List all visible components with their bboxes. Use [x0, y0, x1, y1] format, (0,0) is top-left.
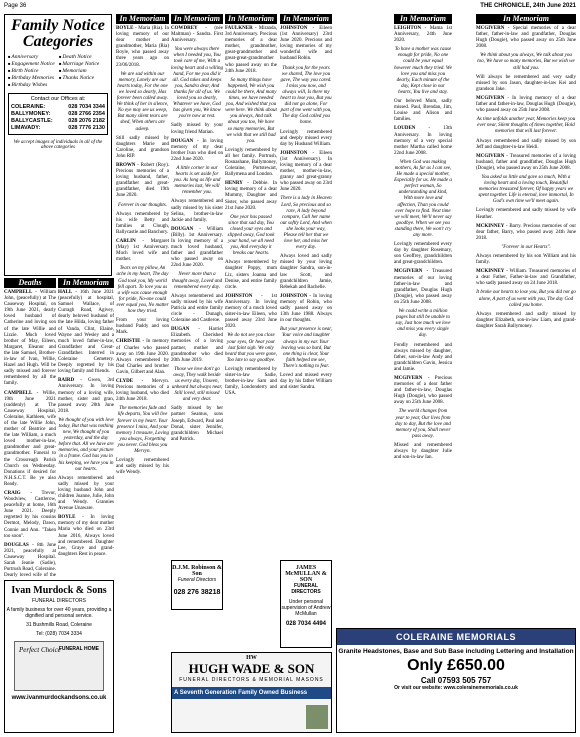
notice-entry [476, 75, 576, 93]
notice-verse: We think about you always, We talk about you too, We have so many memories, But we wish we still had you. [477, 53, 575, 71]
notice-text: Our beloved Mum, sadly missed. Paul, Brendan, Jim, Louise and Alison and families. [394, 99, 452, 123]
notice-entry [394, 269, 452, 306]
notice-name: FAULKNER [225, 26, 253, 31]
ad-band: A Seventh Generation Family Owned Business [172, 687, 331, 699]
memoriam-heading: In Memoriam [394, 14, 452, 24]
category-item: ■ Birthday Memories [8, 75, 57, 81]
notice-verse: Forever in our thoughts. [118, 202, 167, 208]
notice-entry [116, 318, 169, 336]
notice-name: COWDREY [171, 26, 198, 31]
notice-entry [225, 260, 277, 290]
notice-entry [171, 199, 223, 223]
notice-name: LEIGHTON [394, 26, 422, 31]
notice-text: Will always be remembered and very sadly missed by son Jason, daughter-in-law Kei and grandson Jake. [476, 74, 576, 92]
notice-text: - Trevor, Woodview, Castlerow, peacefully at home, 16th June 2021. Deeply regretted by his cousins Dermot, Melody, Dawn, Connie and Ann. "Taken too soon". [4, 491, 56, 539]
notice-entry [476, 26, 576, 50]
murdock-funeral-ad[interactable] [4, 580, 114, 733]
memoriam-heading: In Memoriam [476, 14, 576, 24]
notice-text: - Miranda, 3rd Anniversary. Precious memories of a dear mother, grandmother, great-grandmother and great-great-grandmother who passed away on the 24th June 2018. [225, 26, 277, 74]
notice-text: Always remembered and sadly missed by your loving husband John and children Joanne, Julie, John and Wendy. Grannies Avenue Unaware. [58, 475, 114, 512]
page-header [4, 3, 576, 13]
notice-text: Missed and remembered always by daughter Julie and son-in-law Ian. [394, 442, 452, 461]
notice-text: - In loving memory of my dear mother Maria who died on 23rd June 2016, Always loved and remembered. Daughter Lee, Graye and grand-daughters Rest in peace. [58, 515, 114, 557]
acceptance-note: We accept images of individuals in all of the above categories [13, 140, 103, 150]
notice-entry [225, 294, 277, 331]
notice-verse: To have a mother was cause enough for pride, No one could be your equal however much they tried. We love you and miss you dearly, Each minute of the day, Kept close in our hearts, You live and stay. [394, 47, 452, 95]
ad-title: JAMES McMULLAN & SON [285, 565, 327, 583]
notice-text: - In loving memory of my dear brother Ivan who died on 22nd June 2020. [171, 138, 223, 162]
notice-text: - William John, (peacefully) at The Causeway Hospital, on 19th June 2021, dearly loved husband of Catherine and loving son of the late Willie and Lizzie. Much loved brother of May, Eileen, Margaret, Eleanor and the late Samuel, Brother-in-law of Ivan, Willie, Hazel and Hugh. Will be sadly missed and forever remembered by all the family. [4, 290, 56, 387]
phone-row: COLERAINE: 028 7034 3344 [11, 104, 105, 110]
notice-column-8 [476, 14, 576, 634]
notice-entry [225, 367, 277, 397]
notice-name: CARLIN [116, 239, 136, 244]
notice-name: CAMPBELL [4, 290, 33, 295]
notice-text: - Debbie. In loving memory of a dear Mummy, Daughter and Sister, who passed away 21st June 2020. [225, 181, 277, 211]
notice-text: Lovingly remembered and sadly missed by his wife Wendy. [116, 458, 169, 476]
notice-name: HALL [58, 290, 73, 295]
notice-text: Always remembered and sadly missed by daughter Elizabeth, son-in-law Liam, and grand-daughter Sarah Ballymoney. [476, 311, 576, 329]
memoriam-heading: In Memoriam [58, 278, 114, 288]
notice-text: - In memory of Charles who passed away on 19th June 2020. Always remembered by Dad Charles and brother Gavin, Gilbert and Alan. [116, 339, 169, 375]
ad-price: Only £650.00 [407, 657, 505, 674]
notice-entry [476, 117, 576, 135]
notice-text: - Treasured memories of our loving father-in-law and grandfather, Douglas Hugh (Dougie), who passed away on 25th June 2008. [394, 269, 452, 305]
mcmullan-funeral-ad[interactable] [280, 560, 332, 648]
notice-entry [476, 154, 576, 172]
notice-entry [476, 290, 576, 308]
notice-entry [116, 26, 169, 69]
notice-name: LOUDEN [394, 126, 416, 132]
notice-text: - Mervyn. Precious memories of a loving husband, who died 24th June 2018. [116, 378, 169, 403]
notice-text: Always remembered and sadly missed by his wife Patricia and entire family circle - Dunagh, Coleraine and Castleroe. [171, 293, 223, 324]
notice-verse: Thank you for the years we shared, The love you gave, The way you cared. I miss you now, and always will, Is there my heart to lose you, But you did not go alone, For part of me went with you, The day God called you home. [280, 65, 332, 126]
notice-entry [280, 196, 332, 251]
ad-title: HUGH WADE & SON [188, 661, 315, 676]
notice-text: - In loving memory of Robin, who sadly passed away on 13th June 1988. Always in our thoughts. [280, 293, 332, 324]
notice-verse: You were always there when I needed you, You took care of me, With a loving heart and a willing hand, For me you did it all. God takes and keeps you, Sandra dear, And thanks for all of us. We loved you so dearly, Whatever we have, God has given you, We know you're now at rest. [171, 47, 223, 120]
notice-entry [476, 175, 576, 205]
robinson-funeral-ad[interactable] [171, 560, 223, 610]
family-notices-box [4, 14, 112, 276]
notice-entry [394, 409, 452, 439]
notice-name: HENRY [225, 181, 243, 187]
notice-text: Fondly remembered and always missed by daughter, father, son-in-law Andy and grandchildren Gavin, Jessica and Jamie. [394, 342, 452, 372]
ad-telephone[interactable]: Call 07593 505 757 [420, 676, 492, 685]
notice-entry [171, 47, 223, 120]
notice-text: Lovingly remembered and sadly missed by wife Heather. [476, 208, 576, 220]
contact-box [8, 93, 108, 135]
ad-subtitle: FUNERAL DIRECTORS & MEMORIAL MASONS [179, 677, 324, 683]
notice-verse: Those we love don't go away, They walk beside us every day, Unseen, unheard but always near, Still loved, still missed and very dear. [171, 366, 223, 403]
notice-name: JOHNSTON [280, 26, 308, 31]
notice-name: CLYDE [116, 378, 134, 384]
notice-entry [58, 418, 114, 473]
notice-text: Sadly missed by your loving friend Marian. [171, 123, 223, 135]
notice-entry [171, 123, 223, 135]
ad-address: 31 Bushmills Road, Coleraine [26, 622, 92, 628]
notice-text: Always loved and sadly missed by your loving daughter Sandra, son-in-law Scott, and grandchildren Jamie, Rebekah and Rachelle. [280, 254, 332, 290]
notice-entry [171, 367, 223, 404]
notice-name: MCGIVERN [394, 375, 423, 381]
ad-title: D.J.M. Robinson & Son [172, 565, 222, 577]
notice-verse: The world changes from year to year, Our lives from day to day, But the love and memory of you, Shall never pass away. [395, 409, 451, 439]
notice-column-3 [116, 14, 169, 733]
notice-text: - Precious memories of a dear father and father-in-law, Douglas Hugh (Dougie), who passed away on 25th June 2008. [394, 375, 452, 406]
funeral-home-label: FUNERAL HOME [58, 646, 99, 652]
notice-name: DOUGAN [171, 138, 194, 144]
notice-text: - 8th June 2021, peacefully at Causeway Hospital. Sarah Jeanie (Sadie), Portrush Road, Coleraine. Dearly loved wife of the [4, 542, 56, 578]
notice-text: Lovingly remembered by all her family. Portrush, Rosnashane, Ballymoney, Coleraine, Portstewart, Ballymena and London. [225, 147, 277, 178]
notice-entry [171, 272, 223, 290]
notice-entry [280, 294, 332, 324]
notice-text: Lovingly remembered and deeply missed every day by Husband William. [280, 129, 332, 147]
notice-text: - In loving memory of a dear father and father-in-law, Douglas Hugh (Dougie), who passed away on 25th June 2008. [476, 95, 576, 114]
hugh-wade-ad[interactable] [171, 652, 332, 733]
notice-name: BOYLE [58, 515, 76, 521]
notice-text: - Barry. Precious memories of our dear father, Barry, who passed away 24th June 2018. [476, 223, 576, 241]
category-item: ■ Birthday Wishes [8, 82, 57, 88]
notice-entry [58, 515, 114, 558]
category-item: ■ Thanks Notice [59, 75, 108, 81]
notice-entry [225, 78, 277, 145]
notice-entry [116, 239, 169, 263]
notice-entry [476, 254, 576, 266]
hw-logo: HW [246, 655, 257, 661]
notice-name: MCGIVERN [476, 95, 505, 101]
phone-row: BALLYMONEY: 028 2766 2354 [11, 111, 105, 117]
notice-entry [476, 245, 576, 251]
notice-text: - (née Maltman) - Sandra. First Anniversary. [171, 26, 223, 44]
notice-name: DUGAN [171, 327, 190, 333]
notice-name: MCGIVERN [476, 153, 505, 159]
category-item: ■ Death Notice [59, 54, 108, 60]
notice-entry [116, 136, 169, 160]
notice-verse: We are sad within our memory, Lonely are our hearts today, For the one we loved so dearly, Has forever been called away. We think of her in silence, No eye may see us weep, But many silent tears are shed, When others are asleep. [116, 71, 169, 132]
notice-entry [171, 26, 223, 44]
page-number: Page 36 [4, 3, 27, 9]
notice-text: - William. Treasured memories of a dear Father, Father-in-law and Grandfather, who sadly passed away on 24 June 2018. [476, 269, 576, 287]
notice-name: JOHNSTON [280, 293, 308, 299]
notice-entry [394, 309, 452, 339]
notice-column-5 [225, 14, 277, 569]
memoriam-heading: In Memoriam [116, 14, 169, 24]
ad-subtitle: Granite Headstones, Base and Sub Base including Lettering and Installation [338, 648, 574, 655]
notice-entry [225, 26, 277, 75]
notice-entry [394, 242, 452, 266]
notice-name: CRAIG [4, 491, 21, 496]
notice-name: BAIRD [58, 378, 75, 384]
notice-entry [476, 312, 576, 330]
category-item: ■ Marriage Notice [59, 61, 108, 67]
notice-entry [476, 53, 576, 71]
notice-entry [116, 406, 169, 455]
notice-name: CAMPBELL [4, 390, 33, 396]
notice-list [171, 26, 223, 443]
deaths-column [4, 278, 56, 578]
notice-entry [476, 96, 576, 114]
notice-entry [116, 339, 169, 376]
notice-text: Loved and missed every day by his father William and sister Sandra. [280, 372, 332, 391]
notice-entry [394, 443, 452, 461]
notice-entry [58, 290, 114, 375]
notice-verse: The memories fade and life departs, You will live forever in my heart. Your presence I miss, And your memory I treasure, Loving you always, Forgetting you never. God bless you Mervyn. [116, 406, 169, 454]
notice-name: MCKINNEY [476, 223, 505, 229]
notice-entry [116, 212, 169, 236]
notice-entry [225, 148, 277, 178]
notice-text: - William (Billy). 1st Anniversary. In loving memory of a much loved husband, father and grandfather who passed away on 22nd June 2020. [171, 226, 223, 269]
notice-entry [116, 203, 169, 209]
notice-text: - Special memories of a dear father, father-in-law and grandfather, Douglas Hugh (Dougie), who passed away on 25th June 2008. [476, 26, 576, 50]
notice-name: CHRISTIE [116, 339, 141, 345]
notice-entry [394, 376, 452, 406]
ad-telephone: Tel: (028) 7034 3334 [36, 631, 82, 637]
notice-entry [171, 327, 223, 364]
notice-text: Always remembered and sadly missed by son Jeff and daughter-in-law Heidi. [476, 138, 576, 150]
memoriam-heading: In Memoriam [225, 14, 277, 24]
category-list [8, 54, 108, 88]
notice-text: - Gwen, 3rd Anniversary. In loving memory of a loving wife, mother, sister and gran, passed away 20th June 2018. [58, 378, 114, 414]
notice-list [225, 26, 277, 397]
notice-name: DOUGAN [171, 226, 194, 232]
notice-entry [225, 181, 277, 211]
notice-entry [4, 543, 56, 578]
memoriam-heading: In Memoriam [280, 14, 332, 24]
notice-verse: But your presence is near, Your voice and laughter always in my ear. Your leaving was so hard, But one thing is clear, Your faith helped me see, There's nothing to fear. [280, 327, 332, 369]
notice-name: JOHNSTON [280, 150, 308, 156]
notice-column-4 [171, 14, 223, 569]
notice-entry [225, 333, 277, 363]
notice-text: - Eileen (1st Anniversary) 23rd June 2020. Precious and loving memories of my wonderful wife and husband Robin. [280, 26, 332, 62]
notice-text: - 1st Anniversary. In loving memory of a much loved sister-in-law Eileen, who passed away 23rd June 2020. [225, 293, 277, 330]
notice-entry [476, 208, 576, 220]
notice-verse: A little corner in our hearts is set aside for you. As long as life and memories last, We will remember you. [173, 165, 221, 196]
ad-title: Ivan Murdock & Sons [11, 585, 107, 596]
notice-verse: As time unfolds another year, Memories keep you ever near, Silent thoughts of times together, Hold memories that will last forever. [476, 117, 576, 135]
ad-title: COLERAINE MEMORIALS [337, 629, 575, 645]
ad-blurb: A family business for over 40 years, providing a dignified and personal service. [6, 607, 112, 619]
notice-name: JOHNSTON [225, 293, 253, 299]
notice-verse: Tears on my pillow, An ache in my heart, The day God took you, My world fell apart. To love you as a wife was cause enough for pride, No-one could ever equal you, No matter how they tried. [116, 266, 169, 315]
notice-entry [394, 26, 452, 44]
notice-verse: We do not see you close your eyes, Or hear your last faint sigh. We only heard that you were gone, Too late to say goodbye. [225, 333, 277, 363]
notice-entry [394, 343, 452, 373]
notice-column-2 [58, 278, 114, 578]
notice-name: MCGIVERN [476, 26, 505, 31]
notice-entry [280, 130, 332, 148]
ad-text: Under personal supervision of Andrew McMullan [281, 599, 331, 617]
notice-entry [280, 254, 332, 291]
notice-entry [171, 294, 223, 324]
category-item: ■ Birth Notice [8, 68, 57, 74]
notice-list [280, 26, 332, 391]
notice-entry [280, 26, 332, 63]
notice-text: - Robert (Roy). Precious memories of a loving husband, father, grandfather and great-grandfather, died 19th June 2020. [116, 162, 169, 199]
notice-list [394, 26, 452, 461]
flowers-image [306, 705, 328, 729]
notice-text: - Willie, 19th June 2021 (suddenly) at The Causeway Hospital, Coleraine, Kathleen, wife of the late Willie John, mother of Beatrice and the late William, a much loved mother-in-law, grandmother and great-grandmother. Funeral to the Crossreagh Parish Church on Wednesday. Donations if desired for N.H.S.C.T. Be ye also Ready. [4, 390, 56, 487]
notice-text: - Harriet Elizabeth. Cherished memories of a loving partner, mother and grandmother who died 20th June 2019. [171, 327, 223, 363]
notice-name: BROWN [116, 162, 136, 168]
notice-entry [280, 66, 332, 127]
notice-name: BOYLE [116, 26, 134, 31]
notice-text: - Margaret (May) 1st Anniversary. Much loved wife and mother. [116, 239, 169, 263]
notice-entry [280, 373, 332, 391]
ad-telephone: 028 7034 4494 [285, 621, 327, 627]
funeral-home-image [14, 641, 104, 691]
notice-text: Still sadly missed by daughters Marie and Caroline, and grandson John RIP. [116, 135, 169, 159]
memoriam-heading: In Memoriam [171, 14, 223, 24]
notice-column-7 [394, 14, 452, 634]
notice-column-6 [280, 14, 332, 569]
notice-entry [4, 290, 56, 388]
notice-list [58, 290, 114, 558]
category-item: ■ Anniversary [8, 54, 57, 60]
notice-text: Always remembered by daughter Poppy, mum Liz, sisters Joanna and Denise, and entire family circle. [225, 260, 277, 290]
notice-name: MCKINNEY [476, 269, 505, 275]
notice-verse: There is a lady in Heaven Lord, So precious and so rare, A lady beyond compare, Call her name out softly Lord, And when she looks your way, Please tell her that we love her, and miss her every day. [280, 196, 332, 251]
notice-list [4, 290, 56, 578]
ad-subtitle: FUNERAL DIRECTORS [32, 598, 86, 604]
notice-verse: We thought of you with love today, But that was nothing new, We thought of you yesterday, and the day before that. All we have are memories, and your picture in a frame. God has you in his keeping, we have you in our hearts. [58, 417, 114, 472]
category-item: ■ Memoriam [59, 68, 108, 74]
notice-verse: So many things have happened, We wish you could be there, And many times, we have needed you, And wished that you were here. We think about you always, And talk about you too, We have so many memories, But we wish that we still had you. [225, 77, 277, 144]
perfect-choice-logo: Perfect Choice [19, 646, 61, 654]
notice-verse: Never more than a thought away, Loved and remembered every day. [171, 272, 223, 290]
notice-verse: One year has passed since that sad day, You closed your eyes and slipped away, God took your hand, we all need you, And everyday it breaks our hearts. [227, 214, 275, 257]
notice-text: - Eileen (1st Anniversary). In loving memory of a dear mother, mother-in-law, granny and great-granny who passed away on 23rd June 2020. [280, 150, 332, 193]
notice-entry [394, 126, 452, 156]
family-notices-title: Family Notice Categories [11, 17, 105, 50]
notice-entry [116, 266, 169, 315]
notice-entry [58, 378, 114, 415]
notice-text: - Mama 1st Anniversary, 24th June 2020. [394, 26, 452, 44]
notice-entry [476, 224, 576, 242]
notice-entry [171, 406, 223, 443]
notice-text: Lovingly remembered every day by daughter Rosemary, son Geoffrey, grandchildren and great-grandchildren. [394, 242, 452, 266]
notice-entry [171, 227, 223, 270]
notice-text: Always remembered by his son William and his family. [476, 254, 576, 266]
notice-name: DOUGLAS [4, 542, 29, 548]
notice-entry [4, 391, 56, 489]
notice-entry [280, 151, 332, 194]
notice-entry [225, 215, 277, 258]
notice-entry [116, 458, 169, 476]
notice-entry [394, 160, 452, 239]
notice-text: Always remembered and sadly missed by his sister Selina, brother-in-law Jackie and family. [171, 199, 223, 223]
notice-entry [116, 72, 169, 133]
notice-verse: We could write a million pages but still be unable to say, Just how much we love and miss you every single day. [395, 309, 451, 339]
notice-list [116, 26, 169, 476]
notice-text: - Treasured memories of a loving husband, father and grandfather, Douglas Hugh (Dougie), who passed away on 25th June 2008. [476, 153, 576, 171]
notice-entry [4, 491, 56, 540]
ad-subtitle: FUNERAL DIRECTORS [291, 583, 321, 595]
notice-entry [394, 99, 452, 123]
notice-text: Lovingly remembered by sister-in-law Sadie, brother-in-law Sam and family, Londonderry and USA. [225, 366, 277, 397]
category-item: ■ Engagement Notice [8, 61, 57, 67]
deaths-heading: Deaths [4, 278, 56, 288]
publication-title: THE CHRONICLE, 24th June 2021 [480, 3, 576, 9]
notice-entry [394, 47, 452, 96]
ad-website[interactable]: www.ivanmurdockandsons.co.uk [11, 695, 107, 701]
notice-text: - Maria (Ria). In loving memory of our dear mother and grandmother, Maria (Ria) Boyle, who passed away three years ago on 23/06/2018. [116, 26, 169, 68]
coleraine-memorials-ad[interactable] [336, 628, 576, 733]
notice-text: Sadly missed by her partner Seamus, sons Joseph, Edward, Paul and Donal, sister Jennifer, grandchildren Michael and Patrick. [171, 406, 223, 442]
notice-verse: You asked so little and gave so much, With a loving heart and a loving touch, Beautiful memories treasured forever, Of happy years we spent together. Life is eternal, love immortal, In God's own time we'll meet again. [478, 174, 574, 205]
notice-verse: "Forever in our Hearts". [501, 244, 551, 250]
notice-entry [476, 139, 576, 151]
notice-entry [171, 139, 223, 163]
notice-verse: When God was making mothers, As far as I can see, He made a special mother, Especially for us. He made a perfect woman, So understanding and kind, With more love and affection, Than you could ever hope to find. Next time we will meet, We'll never say goodbye. When we see you standing there, We won't cry any more. [394, 159, 452, 238]
notice-entry [476, 269, 576, 287]
notice-verse: It broke our hearts to lose you, But you did not go alone, A part of us went with you, The day God called you home. [476, 290, 576, 308]
notice-text: Always remembered by his wife Betty and families at Clough, Ballycastle and Banchory. [116, 211, 169, 235]
notice-entry [116, 379, 169, 403]
notice-entry [116, 163, 169, 200]
notice-text: - 13th Anniversary. In loving memory of a very special mother Martha called home 22nd June 2008. [394, 126, 452, 156]
notice-entry [171, 166, 223, 196]
ad-subtitle: Funeral Directors [177, 577, 217, 583]
phone-row: BALLYCASTLE: 028 2076 2182 [11, 118, 105, 124]
ad-website[interactable]: Or visit our website: www.colerainememorials.co.uk [394, 685, 518, 691]
notice-list [476, 26, 576, 330]
notice-name: MCGIVERN [394, 269, 423, 275]
notice-text: From your loving husband Paddy and son Mark. [116, 318, 169, 336]
phone-row: LIMAVADY: 028 7776 2130 [11, 125, 105, 131]
ad-telephone: 028 276 38218 [173, 589, 221, 596]
notice-entry [280, 327, 332, 370]
contact-title: Contact our Offices at: [30, 96, 86, 102]
notice-text: - 16th June 2021 (peacefully) at hospital, Samuel Wallace, of Curragh Road, Agivey, dearly beloved husband of the late Hilda, loving father of Vanda, Clint, Elaine, Wayne and Wesley and a much loved father-in-law, Grandfather and Great-Grandfather. Interred in Coleraine Cemetery. Deeply regretted by his loving family and friends. [58, 290, 114, 375]
notice-entry [58, 476, 114, 513]
